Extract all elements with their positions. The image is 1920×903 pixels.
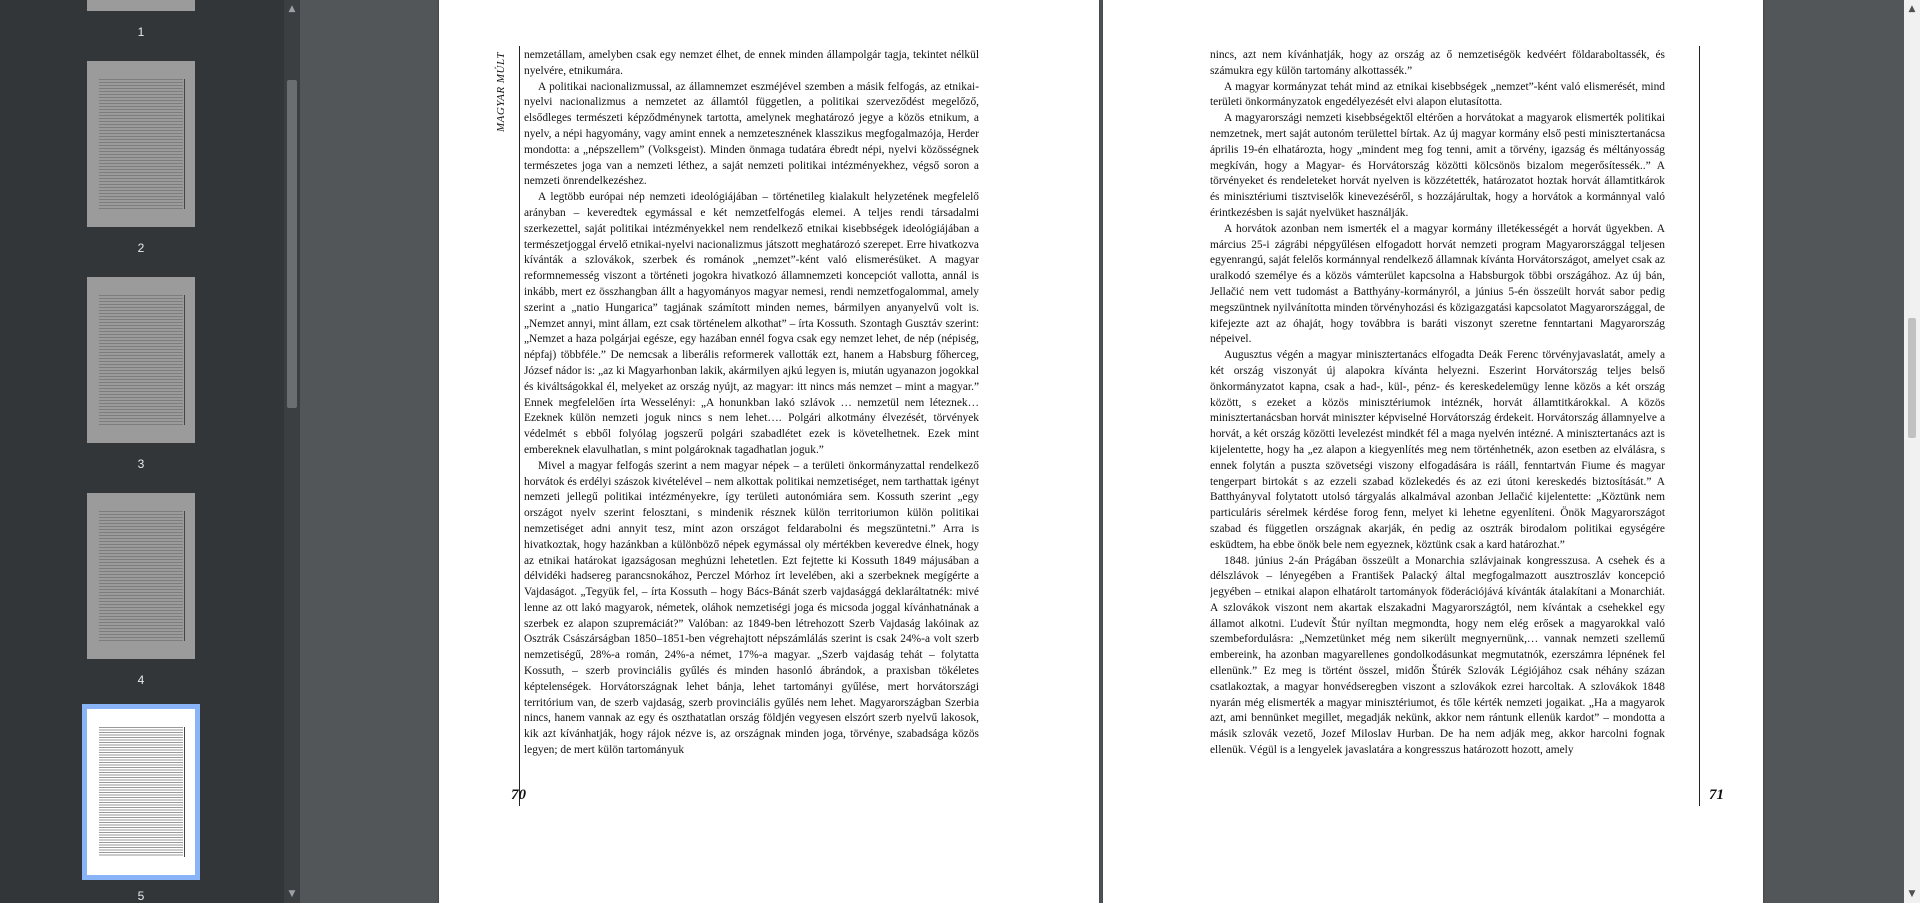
thumbnail-image [87,277,195,443]
thumbnail-page-1[interactable] [82,0,200,39]
triangle-down-icon[interactable]: ▼ [1908,889,1916,899]
paragraph: A horvátok azonban nem ismerték el a magyar kormány illetékességét a horvát ügyekben. A március 25-i zágrábi népgyűlésen elfogadott horvát nemzeti program Magyarországgal teljesen egyenrangú, saját felelős kormánnyal rendelkező államnak kívánta Horvátországot, amelyet csak az uralkodó személye és a közös vámterület kapcsolna a Habsburgok többi országához. Az új bán, Jellačić nem vett tudomást a Batthyány-kormányról, a június 5-én összeült horvát sabor pedig megszüntnek nyilvánította minden törvényhozási és közigazgatási kapcsolatot Magyarországgal, de kifejezte azt az óhaját, hogy továbbra is baráti viszonyt szeretne fenntartani Magyarország népeivel. [1210,222,1665,346]
paragraph: A legtöbb európai nép nemzeti ideológiájában – történetileg kialakult helyzetének megfelelő arányban – keveredtek egymással e két nemzetfelfogás elemei. A teljes rendi társadalmi szerkezettel, saját politikai intézményekkel nem rendelkező etnikai kisebbségek ideológiájában a természetjoggal érvelő etnikai-nyelvi nacionalizmus játszott meghatározó szerepet. Erre hivatkozva kívánták a szlovákok, szerbek és románok „nemzet”-ként való elismerésüket. A magyar reformnemesség viszont a történeti jogokra hivatkozó államnemzeti koncepciót vallotta, annál is inkább, mert ez összhangban állt a hagyományos magyar nemesi, rendi nemzetfogalommal, amely szerint a „natio Hungarica” tagjának számított minden nemes, bármilyen anyanyelvű volt is. „Nemzet annyi, mint állam, ezt csak történelem alkothat” – írta Kossuth. Szontagh Gusztáv szerint: „Nemzet a haza polgárjai egésze, egy hazában ennél fogva csak egy nemzet lehet, de nép (népiség, népfaj) többféle.” De nemcsak a liberális reformerek vallották ezt, hanem a Habsburg főherceg, József nádor is: „az ki Magyarhonban lakik, akármilyen ajkú legyen is, miután ugyanazon jogokkal és kiváltságokkal él, melyeket az ország nyújt, az magyar: itt nincs más nemzet – mint a magyar.” Ennek megfelelően írta Wesselényi: „A honunkban lakó szlávok … nemzetül nem léteznek… Ezeknek külön nemzeti joguk nincs s nem lehet…. Polgári alkotmány élvezését, törvények védelmét s ebből folyólag jogszerű polgári szabadlétet ezek is követelhetnek. Ezek mint embereknek elavulhatlan, s mint polgároknak tagadhatlan joguk.” [524,191,979,456]
paragraph: A politikai nacionalizmussal, az államnemzet eszméjével szemben a másik felfogás, az etnikai-nyelvi nacionalizmus a nemzetet az államtól független, a politikai szerveződést megelőző, elsődleges természeti képződménynek tartotta, amelynek meghatározó jegye a közös etnikum, a nyelv, a népi hagyomány, vagy amint ennek a nemzetesznének klasszikus megfogalmazója, Herder mondotta: a „népszellem” (Volksgeist). Minden önmaga tudatára ébredt népi, nyelvi közösségnek természetes joga van a nemzeti léthez, a saját nemzeti politikai intézményekhez, végső soron a nemzeti önrendelkezéshez. [524,80,979,188]
page-71 [1103,0,1763,903]
thumbnail-page-5[interactable] [82,709,200,903]
margin-rule [519,46,520,806]
paragraph: 1848. június 2-án Prágában összeült a Monarchia szlávjainak kongresszusa. A csehek és a délszlávok – lényegében a František Palacký által megfogalmazott ausztroszláv koncepció jegyében – etnikai alapon elhatárolt tartományok föderációjává kívánták átalakítani a Monarchiát. A szlovákok viszont nem akartak elszakadni Magyarországtól, nem kívántak a csehekkel egy államot alkotni. Ľudevít Štúr nyíltan megmondta, hogy nem elég erősek a magyarokkal való szembefordulásra: „Nemzetünket még nem sikerült megnyernünk,… vannak nemzeti szellemű embereink, ha azonban magyarellenes gondolkodásunkat megmutatnók, ezerszámra lépnének fel ellenünk.” Ez meg is történt összel, midőn Štúrék Szlovák Légiójához csak néhány százan csatlakoztak, a magyar honvédseregben viszont a szlovákok ezrei harcoltak. A szlovákok 1848 nyarán még elismerték a magyar minisztériumot, és tőle kérték nemzeti jogaikat. „Ha a magyarok azt, ami bennünket megillet, megadják nekünk, akkor nem rántunk ellenük kardot” – mondotta a másik szlovák vezető, Jozef Miloslav Hurban. De ha nem adják meg, akkor harcolni fognak ellenük. Végül is a lengyelek javaslatára a kongresszus határozott hozott, amely [1210,554,1665,757]
paragraph: nincs, azt nem kívánhatják, hogy az ország az ő nemzetiségök kedvéért földaraboltassék, és számukra egy külön tartomány alkottassék.” [1210,49,1665,77]
thumbnail-image [87,493,195,659]
document-viewer[interactable] [300,0,1904,903]
page-text [524,48,979,808]
paragraph: A magyar kormányzat tehát mind az etnikai kisebbségek „nemzet”-ként való elismerését, mind területi önkormányzatok engedélyezését elvi alapon elutasította. [1210,80,1665,109]
page-number: 70 [511,787,526,803]
margin-rule [1699,46,1700,806]
sidebar-scrollbar-thumb[interactable] [287,80,297,408]
main-scrollbar[interactable] [1904,0,1920,903]
thumbnail-number: 2 [137,241,145,255]
paragraph: Mivel a magyar felfogás szerint a nem magyar népek – a területi önkormányzattal rendelkező horvátok és erdélyi szászok kivételével – nem alkottak politikai nemzetiséget, nem tarthattak igényt nemzeti jellegű politikai intézményekre, így területi autonómiára sem. Kossuth szerint „egy országot nyelv szerint felosztani, s mindenik résznek külön territoriumon külön politikai nemzetiséget adni annyit tesz, mint azon országot feldarabolni és megszüntetni.” Arra is hivatkoztak, hogy hazánkban a különböző népek egymással oly mértékben keveredve élnek, hogy az etnikai határokat igazságosan meghúzni lehetetlen. Ezt fejtette ki Kossuth 1849 májusában a délvidéki hadsereg parancsnokához, Perczel Mórhoz írt levelében, aki a szerbeknek megígérte a Vajdaságot. „Tegyük fel, – írta Kossuth – hogy Bács-Bánát szerb vajdasággá deklaráltatnék: mivé lenne az ott lakó magyarok, németek, oláhok nemzetiségi joga és micsoda joggal kívánhatnának a szerbek ez alapon szupremáciát?” Valóban: az 1849-ben létrehozott Szerb Vajdaság lakóinak az Osztrák Császárságban 1850–1851-ben végrehajtott népszámlálás szerint is csak 24%-a volt szerb nemzetiségű, 28%-a román, 24%-a német, 17%-a magyar. „Szerb vajdaság tehát – folytatta Kossuth, – szerb provinciális gyűlés és minden hasonló ábrándok, a praxisban tökéletes képtelenségek. Horvátországnak lehet bánja, lehet tartományi gyűlése, mert horvátországi territórium van, de szerb vajdaság, szerb provinciális gyűlés nem lehet. Magyarországban Szerbia nincs, hanem vannak az egy és oszthatatlan ország földjén vegyesen elszórt szerb nyelvű lakosok, kik azt kívánhatják, hogy rájok nézve is, az országnak minden joga, törvénye, szabadsága közös legyen; de mert külön tartományuk [524,459,979,757]
thumbnail-page-4[interactable] [82,493,200,687]
thumbnail-number: 5 [137,889,145,903]
triangle-down-icon[interactable]: ▼ [288,889,296,899]
thumbnail-number: 3 [137,457,145,471]
page-number: 71 [1709,787,1724,803]
thumbnail-image [87,61,195,227]
paragraph: nemzetállam, amelyben csak egy nemzet élhet, de ennek minden állampolgár tagja, tekintet nélkül nyelvére, etnikumára. [524,49,979,77]
triangle-up-icon[interactable]: ▲ [1908,4,1916,14]
thumbnail-page-2[interactable] [82,61,200,255]
sidebar-scrollbar[interactable] [284,0,300,903]
running-head: MAGYAR MÚLT [495,52,507,132]
triangle-up-icon[interactable]: ▲ [288,4,296,14]
thumbnail-image [87,0,195,11]
paragraph: Augusztus végén a magyar minisztertanács elfogadta Deák Ferenc törvényjavaslatát, amely a két ország viszonyát új alapokra kívánta helyezni. Eszerint Horvátország teljes belső önkormányzatot kapna, csak a had-, kül-, pénz- és kereskedelemügy lenne közös a két ország között, s ezeket a közös minisztériumok intéznék, horvát államtitkárokkal. A közös minisztertanácsban horvát miniszter képviselné Horvátország érdekeit. Horvátország államnyelve a horvát, a két ország közötti levelezést mindkét fél a maga nyelvén intézné. A minisztertanács azt is kijelentette, hogy ha „ez alapon a kiegyenlítés meg nem történhetnék, azon esetben az elválásra, s ennek folytán a puszta szövetségi viszony elfogadására is rááll, fenntartván Fiume és magyar tengerpart birtokát s az ezzeli szabad közlekedés és az ezi útoni kereskedés biztosítását.” A Batthyányval folytatott utolsó tárgyalás alkalmával azonban Jellačić kijelentette: „Köztünk nem particuláris sérelmek kérdése forog fenn, melyet ki lehetne egyenlíteni. Önök Magyarországot szabad és független országnak akarják, én pedig az osztrák birodalom politikai egységére esküdtem, ha ebbe önök bele nem egyeznek, köztünk csak a kard határozhat.” [1210,349,1665,551]
thumbnail-page-3[interactable] [82,277,200,471]
paragraph: A magyarországi nemzeti kisebbségektől eltérően a horvátokat a magyarok elismerték politikai nemzetnek, mert saját autonóm területtel bírtak. Az új magyar kormány első pesti minisztertanácsa április 19-én elhatározta, hogy „mindent meg fog tenni, amit a törvény, igazság és méltányosság megkíván, hogy a Magyar- és Horvátország közötti kölcsönös bizalom megerősítessék..” A törvényeket és rendeleteket horvát nyelven is közzétették, határozatot hoztak horvát államtitkárok és minisztériumi tisztviselők kinevezéséről, s hozzájárultak, hogy a horvátok a kormánnyal való érintkezésben is saját nyelvüket használják. [1210,112,1665,219]
thumbnail-sidebar [0,0,300,903]
page-70 [439,0,1099,903]
thumbnail-number: 1 [137,25,145,39]
thumbnail-number: 4 [137,673,145,687]
thumbnail-image [87,709,195,875]
main-scrollbar-thumb[interactable] [1908,318,1916,438]
page-text [1210,48,1665,808]
